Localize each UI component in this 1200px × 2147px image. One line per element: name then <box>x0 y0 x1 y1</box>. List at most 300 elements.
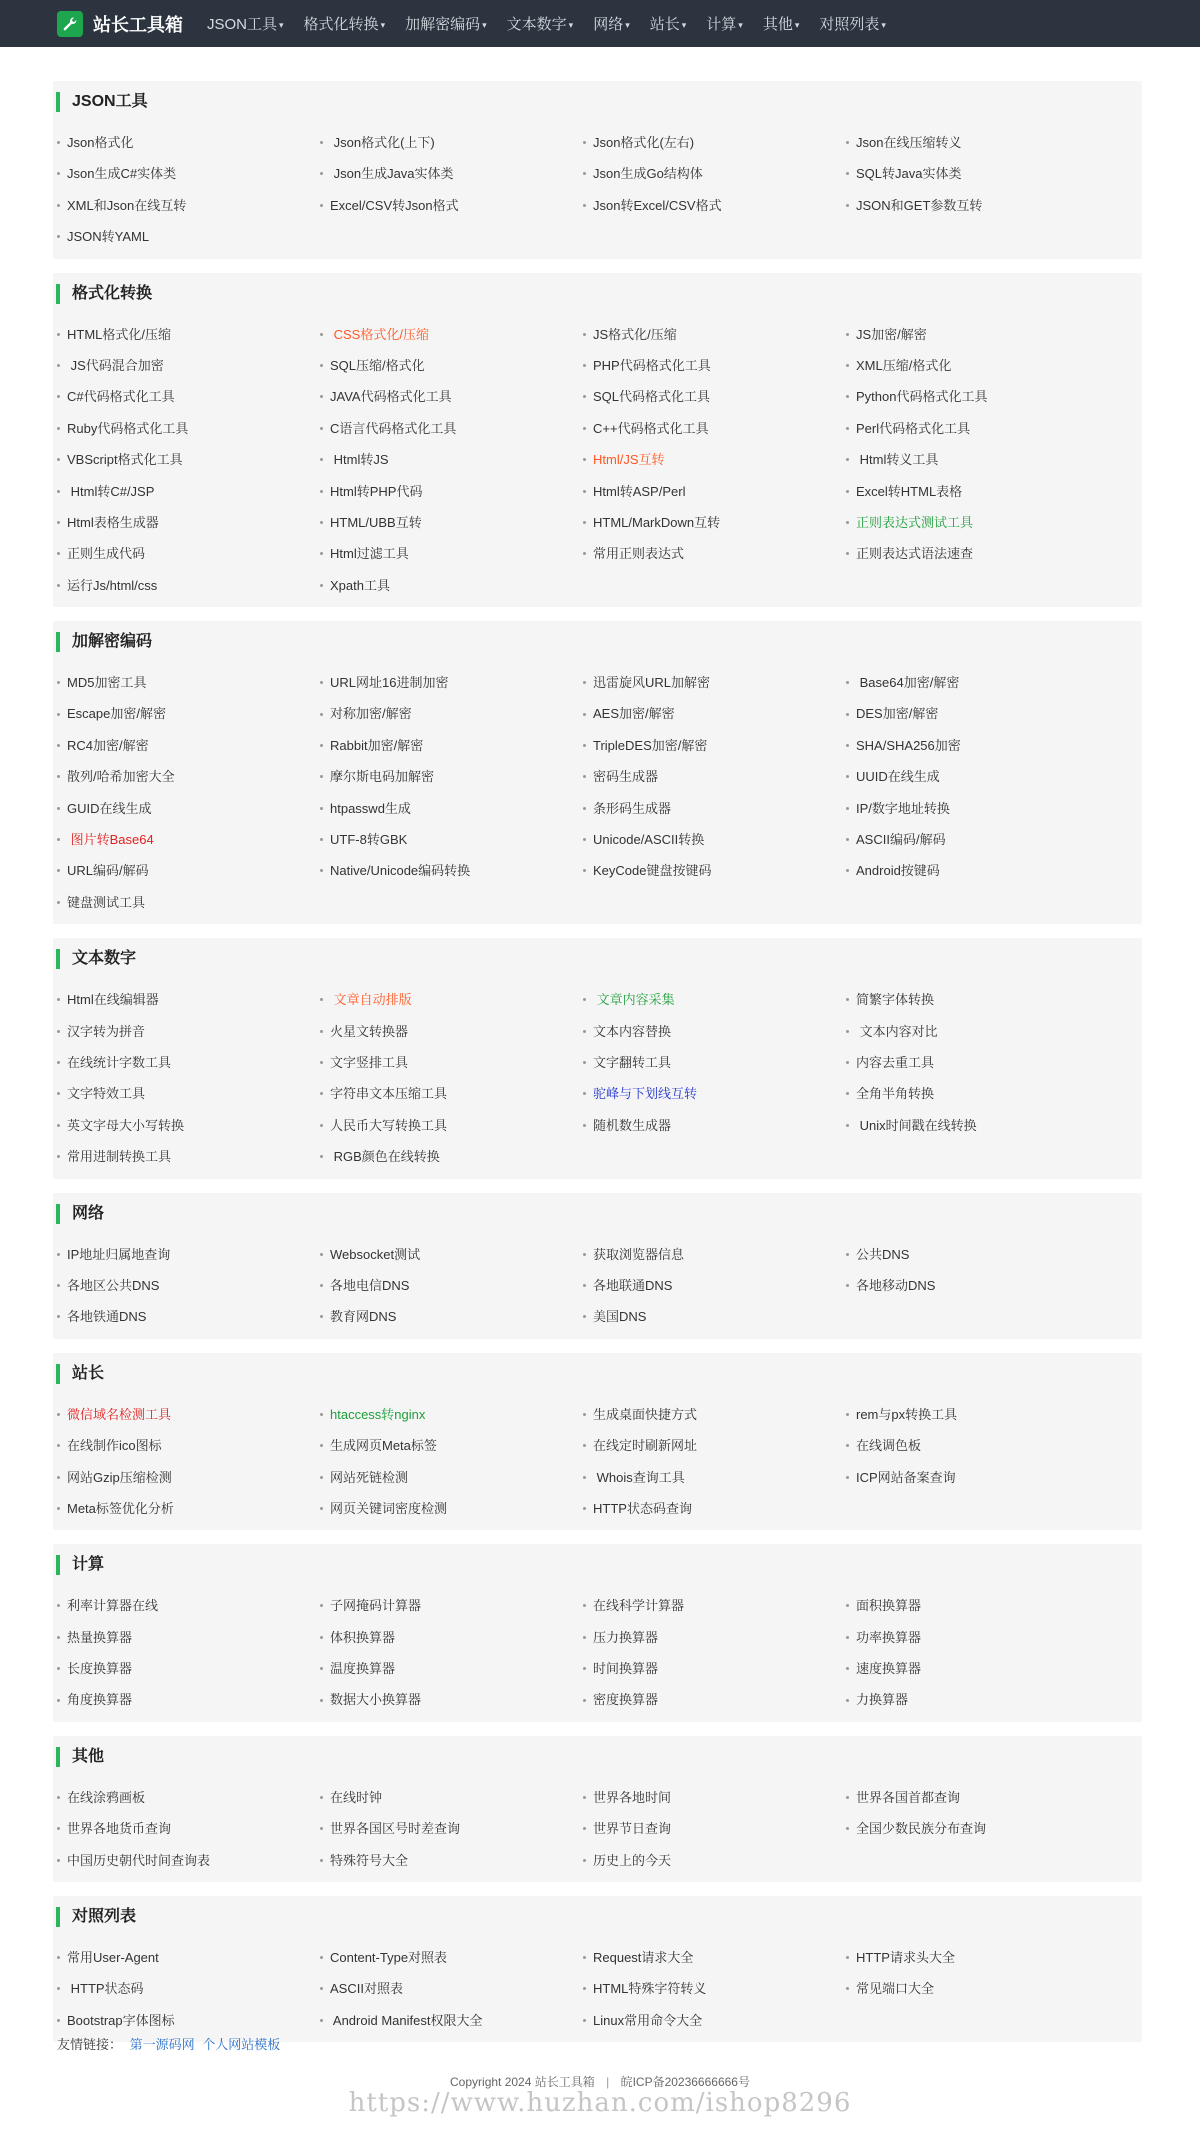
bullet-icon <box>320 1253 323 1256</box>
tool-link[interactable] <box>320 1430 583 1461</box>
tool-link[interactable] <box>57 855 320 886</box>
tool-link[interactable] <box>583 1462 846 1493</box>
bullet-icon <box>846 1413 849 1416</box>
tool-link-label: 世界节日查询 <box>593 1821 672 1837</box>
tool-link[interactable] <box>320 1845 583 1876</box>
tool-link[interactable] <box>320 1270 583 1301</box>
tool-link[interactable] <box>320 1047 583 1078</box>
tool-link[interactable] <box>57 887 320 918</box>
tool-link-label: Html转义工具 <box>856 452 939 468</box>
copyright-text: Copyright 2024 站长工具箱 <box>450 2075 595 2089</box>
tool-link[interactable] <box>320 1016 583 1047</box>
bullet-icon <box>846 1284 849 1287</box>
tool-link-label: Perl代码格式化工具 <box>856 420 971 436</box>
tool-link[interactable] <box>583 698 846 729</box>
tool-link[interactable] <box>846 190 1109 221</box>
tool-link-label: 正则表达式测试工具 <box>856 514 974 530</box>
tool-link[interactable] <box>846 667 1109 698</box>
tool-link-label: Python代码格式化工具 <box>856 389 988 405</box>
tool-link-grid <box>53 319 1142 602</box>
tool-link-label: RGB颜色在线转换 <box>330 1149 440 1165</box>
tool-link[interactable] <box>57 793 320 824</box>
tool-link[interactable] <box>320 1942 583 1973</box>
tool-link[interactable] <box>846 476 1109 507</box>
tool-link[interactable] <box>57 381 320 412</box>
tool-link[interactable] <box>583 190 846 221</box>
tool-link[interactable] <box>57 1493 320 1524</box>
tool-link[interactable] <box>583 444 846 475</box>
caret-down-icon: ▾ <box>881 19 886 30</box>
tool-link[interactable] <box>57 1973 320 2004</box>
tool-link-label: Rabbit加密/解密 <box>330 737 424 753</box>
tool-link[interactable] <box>846 127 1109 158</box>
tool-link[interactable] <box>583 1653 846 1684</box>
tool-link[interactable] <box>583 1493 846 1524</box>
tool-link[interactable] <box>57 570 320 601</box>
nav-item-label: 网络 <box>593 16 624 33</box>
bullet-icon <box>846 1124 849 1127</box>
nav-item-4[interactable] <box>593 13 630 34</box>
tool-link[interactable] <box>583 761 846 792</box>
tool-link[interactable] <box>320 319 583 350</box>
tool-link-label: C#代码格式化工具 <box>67 389 175 405</box>
tool-link-label: 教育网DNS <box>330 1309 397 1325</box>
tool-link[interactable] <box>320 761 583 792</box>
caret-down-icon: ▾ <box>738 19 743 30</box>
tool-link[interactable] <box>57 507 320 538</box>
tool-link[interactable] <box>57 476 320 507</box>
tool-link[interactable] <box>320 855 583 886</box>
tool-link[interactable] <box>320 1462 583 1493</box>
tool-link[interactable] <box>57 1078 320 1109</box>
tool-link[interactable] <box>846 730 1109 761</box>
tool-link[interactable] <box>583 381 846 412</box>
tool-link[interactable] <box>57 1653 320 1684</box>
nav-item-label: 格式化转换 <box>303 16 379 33</box>
tool-link[interactable] <box>846 444 1109 475</box>
tool-link[interactable] <box>57 1016 320 1047</box>
tool-link-label: Excel/CSV转Json格式 <box>330 197 459 213</box>
tool-link[interactable] <box>57 1110 320 1141</box>
tool-link[interactable] <box>846 1813 1109 1844</box>
tool-link[interactable] <box>846 1942 1109 1973</box>
bullet-icon <box>846 1604 849 1607</box>
bullet-icon <box>57 584 60 587</box>
tool-link[interactable] <box>320 158 583 189</box>
tool-link[interactable] <box>583 1078 846 1109</box>
tool-link[interactable] <box>57 667 320 698</box>
tool-link-label: HTML/UBB互转 <box>330 514 422 530</box>
tool-link[interactable] <box>320 1973 583 2004</box>
tool-link[interactable] <box>57 1684 320 1715</box>
tool-link[interactable] <box>57 984 320 1015</box>
tool-link[interactable] <box>846 1270 1109 1301</box>
tool-link[interactable] <box>583 667 846 698</box>
friend-link-1[interactable]: 第一源码网 <box>129 2037 195 2052</box>
tool-link-label: Whois查询工具 <box>593 1469 685 1485</box>
tool-link[interactable] <box>57 319 320 350</box>
nav-item-7[interactable] <box>763 13 800 34</box>
tool-link[interactable] <box>846 1047 1109 1078</box>
bullet-icon <box>846 1253 849 1256</box>
tool-link[interactable] <box>57 1270 320 1301</box>
tool-link-label: JS加密/解密 <box>856 326 927 342</box>
tool-link[interactable] <box>57 1239 320 1270</box>
tool-link-grid <box>53 667 1142 918</box>
tool-link[interactable] <box>57 1301 320 1332</box>
bullet-icon <box>846 1667 849 1670</box>
bullet-icon <box>846 172 849 175</box>
section-title: 其他 <box>56 1747 1142 1767</box>
section-title: 站长 <box>56 1364 1142 1384</box>
tool-link[interactable] <box>57 1430 320 1461</box>
tool-link[interactable] <box>846 1078 1109 1109</box>
watermark: https://www.huzhan.com/ishop8296 <box>348 2088 852 2118</box>
friend-links-label: 友情链接： <box>57 2037 123 2052</box>
tool-link[interactable] <box>320 127 583 158</box>
nav-item-0[interactable] <box>207 13 284 34</box>
nav-item-6[interactable] <box>706 13 743 34</box>
tool-link[interactable] <box>320 1590 583 1621</box>
tool-link-label: 网页关键词密度检测 <box>330 1500 448 1516</box>
tool-link[interactable] <box>57 2005 320 2036</box>
tool-link[interactable] <box>320 2005 583 2036</box>
bullet-icon <box>583 172 586 175</box>
tool-link-label: 密码生成器 <box>593 769 659 785</box>
tool-link[interactable] <box>583 793 846 824</box>
tool-link[interactable] <box>846 1430 1109 1461</box>
tool-link[interactable] <box>846 507 1109 538</box>
tool-link[interactable] <box>583 350 846 381</box>
section-2 <box>53 621 1142 924</box>
tool-link-label: TripleDES加密/解密 <box>593 737 708 753</box>
tool-link-label: VBScript格式化工具 <box>67 452 183 468</box>
tool-link[interactable] <box>583 319 846 350</box>
tool-link[interactable] <box>57 538 320 569</box>
tool-link-label: Json在线压缩转义 <box>856 135 962 150</box>
tool-link-label: JAVA代码格式化工具 <box>330 389 452 405</box>
tool-link[interactable] <box>320 444 583 475</box>
tool-link[interactable] <box>583 476 846 507</box>
tool-link-label: 文本内容对比 <box>856 1023 938 1039</box>
tool-link-label: RC4加密/解密 <box>67 737 149 753</box>
tool-link[interactable] <box>846 1653 1109 1684</box>
tool-link[interactable] <box>846 538 1109 569</box>
tool-link[interactable] <box>583 1845 846 1876</box>
tool-link-label: Json格式化(左右) <box>593 135 695 150</box>
tool-link-label: GUID在线生成 <box>67 800 152 816</box>
tool-link-label: 图片转Base64 <box>67 832 154 848</box>
tool-link[interactable] <box>583 127 846 158</box>
tool-link[interactable] <box>57 1399 320 1430</box>
tool-link[interactable] <box>583 1622 846 1653</box>
tool-link[interactable] <box>320 1141 583 1172</box>
tool-link[interactable] <box>846 793 1109 824</box>
tool-link[interactable] <box>583 1301 846 1332</box>
tool-link-label: 速度换算器 <box>856 1661 922 1677</box>
tool-link[interactable] <box>846 855 1109 886</box>
bullet-icon <box>57 1253 60 1256</box>
bullet-icon <box>846 1061 849 1064</box>
tool-link[interactable] <box>57 1141 320 1172</box>
bullet-icon <box>320 458 323 461</box>
tool-link[interactable] <box>57 1845 320 1876</box>
tool-link-label: 力换算器 <box>856 1692 909 1708</box>
tool-link[interactable] <box>846 1684 1109 1715</box>
tool-link[interactable] <box>57 190 320 221</box>
bullet-icon <box>846 1476 849 1479</box>
bullet-icon <box>846 998 849 1001</box>
tool-link[interactable] <box>320 570 583 601</box>
tool-link[interactable] <box>583 824 846 855</box>
bullet-icon <box>583 427 586 430</box>
tool-link-label: 在线定时刷新网址 <box>593 1438 698 1454</box>
bullet-icon <box>57 807 60 810</box>
tool-link[interactable] <box>583 984 846 1015</box>
tool-link[interactable] <box>320 538 583 569</box>
nav-item-3[interactable] <box>507 13 574 34</box>
tool-link[interactable] <box>583 1782 846 1813</box>
tool-link-label: 在线统计字数工具 <box>67 1054 172 1070</box>
tool-link[interactable] <box>846 698 1109 729</box>
tool-link[interactable] <box>846 158 1109 189</box>
tool-link[interactable] <box>583 158 846 189</box>
tool-link[interactable] <box>583 1270 846 1301</box>
section-title: 格式化转换 <box>56 284 1142 304</box>
caret-down-icon: ▾ <box>681 19 687 30</box>
tool-link[interactable] <box>320 730 583 761</box>
tool-link[interactable] <box>583 855 846 886</box>
tool-link-label: 文章内容采集 <box>593 992 675 1008</box>
tool-link[interactable] <box>846 984 1109 1015</box>
tool-link[interactable] <box>57 730 320 761</box>
tool-link-label: HTML格式化/压缩 <box>67 326 172 342</box>
bullet-icon <box>846 490 849 493</box>
tool-link-label: PHP代码格式化工具 <box>593 357 711 373</box>
tool-link-label: 常见端口大全 <box>856 1981 935 1997</box>
tool-link[interactable] <box>583 1430 846 1461</box>
bullet-icon <box>583 1476 586 1479</box>
tool-link[interactable] <box>320 698 583 729</box>
bullet-icon <box>583 838 586 841</box>
tool-link-label: SQL代码格式化工具 <box>593 389 711 405</box>
tool-link[interactable] <box>57 444 320 475</box>
tool-link[interactable] <box>583 1016 846 1047</box>
tool-link[interactable] <box>320 793 583 824</box>
tool-link-label: 常用User-Agent <box>67 1950 159 1966</box>
tool-link[interactable] <box>846 350 1109 381</box>
tool-link-label: 世界各地货币查询 <box>67 1821 172 1837</box>
tool-link[interactable] <box>320 1399 583 1430</box>
tool-link[interactable] <box>57 221 320 252</box>
tool-link[interactable] <box>57 350 320 381</box>
tool-link[interactable] <box>57 1590 320 1621</box>
tool-link-label: ASCII对照表 <box>330 1981 403 1997</box>
tool-link-label: HTTP状态码查询 <box>593 1500 692 1516</box>
tool-link[interactable] <box>846 1462 1109 1493</box>
tool-link-label: 在线涂鸦画板 <box>67 1789 146 1805</box>
tool-link[interactable] <box>846 1590 1109 1621</box>
tool-link[interactable] <box>57 1622 320 1653</box>
tool-link[interactable] <box>583 1239 846 1270</box>
bullet-icon <box>57 838 60 841</box>
tool-link[interactable] <box>320 476 583 507</box>
friend-link-2[interactable]: 个人网站模板 <box>202 2037 281 2052</box>
tool-link[interactable] <box>320 1301 583 1332</box>
tool-link[interactable] <box>57 1462 320 1493</box>
bullet-icon <box>846 838 849 841</box>
tool-link[interactable] <box>320 1653 583 1684</box>
tool-link[interactable] <box>846 381 1109 412</box>
nav-item-5[interactable] <box>650 13 687 34</box>
tool-link[interactable] <box>583 730 846 761</box>
tool-link-label: 世界各国首都查询 <box>856 1789 961 1805</box>
tool-link-label: 常用进制转换工具 <box>67 1149 172 1165</box>
bullet-icon <box>583 1699 586 1702</box>
section-title: 网络 <box>56 1204 1142 1224</box>
tool-link[interactable] <box>320 1493 583 1524</box>
tool-link[interactable] <box>320 350 583 381</box>
tool-link[interactable] <box>320 824 583 855</box>
tool-link-label: HTTP请求头大全 <box>856 1950 955 1966</box>
bullet-icon <box>320 1507 323 1510</box>
tool-link[interactable] <box>320 507 583 538</box>
tool-link[interactable] <box>320 190 583 221</box>
tool-link-label: Json格式化 <box>67 135 134 150</box>
tool-link[interactable] <box>320 1813 583 1844</box>
section-title: JSON工具 <box>56 92 1142 112</box>
tool-link[interactable] <box>583 507 846 538</box>
tool-link[interactable] <box>846 824 1109 855</box>
tool-link[interactable] <box>320 1684 583 1715</box>
nav-item-1[interactable] <box>304 13 386 34</box>
tool-link[interactable] <box>583 1684 846 1715</box>
tool-link[interactable] <box>320 1239 583 1270</box>
bullet-icon <box>320 744 323 747</box>
tool-link[interactable] <box>846 1622 1109 1653</box>
bullet-icon <box>320 333 323 336</box>
tool-link[interactable] <box>846 1016 1109 1047</box>
bullet-icon <box>320 713 323 716</box>
bullet-icon <box>57 364 60 367</box>
tool-link-label: Xpath工具 <box>330 577 390 593</box>
tool-link-label: 生成桌面快捷方式 <box>593 1406 698 1422</box>
bullet-icon <box>57 235 60 238</box>
tool-link[interactable] <box>57 1942 320 1973</box>
tool-link[interactable] <box>57 1047 320 1078</box>
tool-link[interactable] <box>846 413 1109 444</box>
tool-link-label: 条形码生成器 <box>593 800 672 816</box>
bullet-icon <box>320 681 323 684</box>
tool-link-label: 公共DNS <box>856 1246 910 1262</box>
tool-link-label: 全国少数民族分布查询 <box>856 1821 987 1837</box>
section-title: 加解密编码 <box>56 632 1142 652</box>
tool-link[interactable] <box>583 1399 846 1430</box>
bullet-icon <box>320 1476 323 1479</box>
tool-link[interactable] <box>320 413 583 444</box>
icp-link[interactable]: 皖ICP备20236666666号 <box>620 2075 750 2089</box>
tool-link[interactable] <box>846 1782 1109 1813</box>
tool-link-label: Bootstrap字体图标 <box>67 2012 175 2028</box>
tool-link[interactable] <box>320 1078 583 1109</box>
bullet-icon <box>57 141 60 144</box>
bullet-icon <box>583 204 586 207</box>
tool-link[interactable] <box>320 1110 583 1141</box>
tool-link-label: 世界各国区号时差查询 <box>330 1821 461 1837</box>
tool-link[interactable] <box>320 381 583 412</box>
section-0 <box>53 81 1142 259</box>
tool-link[interactable] <box>583 1590 846 1621</box>
nav-item-8[interactable] <box>819 13 886 34</box>
tool-link[interactable] <box>583 1973 846 2004</box>
bullet-icon <box>57 1315 60 1318</box>
tool-link-label: 面积换算器 <box>856 1598 922 1614</box>
tool-link-label: IP地址归属地查询 <box>67 1246 171 1262</box>
tool-link[interactable] <box>57 413 320 444</box>
tool-link-label: 时间换算器 <box>593 1661 659 1677</box>
tool-link-label: Html表格生成器 <box>67 514 159 530</box>
tool-link[interactable] <box>583 538 846 569</box>
tool-link-label: Escape加密/解密 <box>67 706 166 722</box>
bullet-icon <box>57 1796 60 1799</box>
bullet-icon <box>583 681 586 684</box>
tool-link[interactable] <box>846 1110 1109 1141</box>
tool-link-label: 在线调色板 <box>856 1438 922 1454</box>
bullet-icon <box>846 1796 849 1799</box>
tool-link[interactable] <box>583 1813 846 1844</box>
bullet-icon <box>846 1827 849 1830</box>
bullet-icon <box>583 1030 586 1033</box>
bullet-icon <box>320 1827 323 1830</box>
bullet-icon <box>583 1507 586 1510</box>
tool-link[interactable] <box>320 667 583 698</box>
tool-link[interactable] <box>57 761 320 792</box>
tool-link[interactable] <box>57 698 320 729</box>
tool-link[interactable] <box>57 127 320 158</box>
tool-link[interactable] <box>320 1782 583 1813</box>
tool-link[interactable] <box>846 1973 1109 2004</box>
tool-link[interactable] <box>583 1047 846 1078</box>
tool-link[interactable] <box>57 824 320 855</box>
tool-link[interactable] <box>583 2005 846 2036</box>
tool-link-label: 利率计算器在线 <box>67 1598 159 1614</box>
tool-link[interactable] <box>846 319 1109 350</box>
tool-link[interactable] <box>583 1110 846 1141</box>
tool-link-grid <box>53 1590 1142 1716</box>
tool-link-label: Json转Excel/CSV格式 <box>593 197 722 213</box>
section-6 <box>53 1544 1142 1722</box>
nav-item-label: 计算 <box>706 16 737 33</box>
brand[interactable] <box>57 11 183 37</box>
tool-link[interactable] <box>583 1942 846 1973</box>
tool-link-label: C++代码格式化工具 <box>593 420 709 436</box>
tool-link[interactable] <box>320 984 583 1015</box>
tool-link[interactable] <box>57 158 320 189</box>
tool-link[interactable] <box>846 1399 1109 1430</box>
tool-link[interactable] <box>320 1622 583 1653</box>
tool-link[interactable] <box>57 1782 320 1813</box>
bullet-icon <box>583 458 586 461</box>
tool-link[interactable] <box>846 761 1109 792</box>
tool-link-label: Html转ASP/Perl <box>593 483 686 499</box>
bullet-icon <box>320 1155 323 1158</box>
nav-item-2[interactable] <box>405 13 487 34</box>
bullet-icon <box>57 1604 60 1607</box>
bullet-icon <box>583 744 586 747</box>
tool-link[interactable] <box>846 1239 1109 1270</box>
tool-link[interactable] <box>583 413 846 444</box>
tool-link[interactable] <box>57 1813 320 1844</box>
